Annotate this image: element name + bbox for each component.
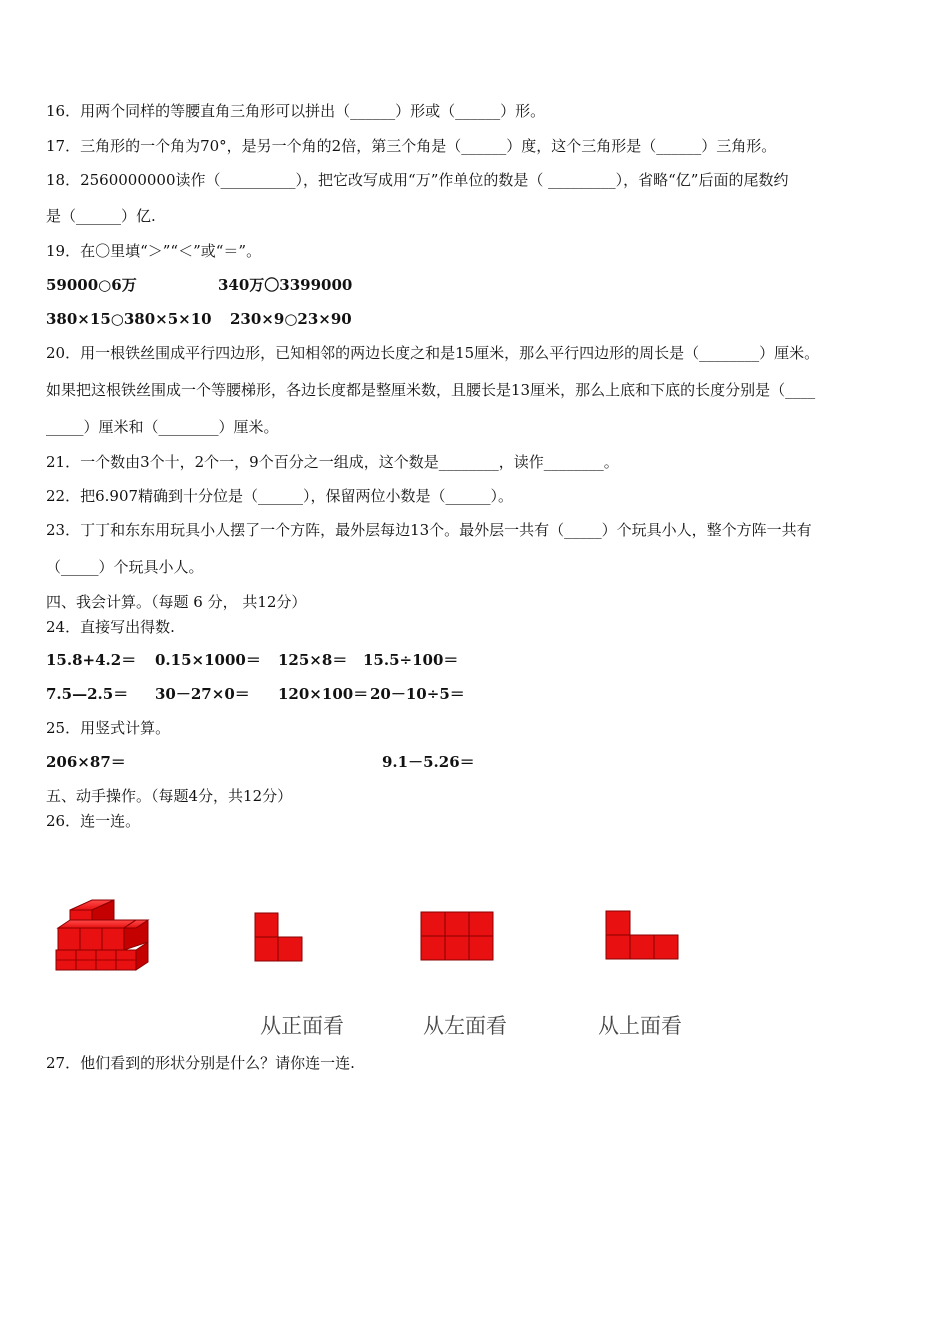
q24: 24．直接写出得数. xyxy=(46,618,175,636)
q20-line1: 20．用一根铁丝围成平行四边形，已知相邻的两边长度之和是15厘米，那么平行四边形的周长是（________）厘米。 xyxy=(46,344,820,362)
view-label-left: 从左面看 xyxy=(423,1014,507,1038)
view-label-top: 从上面看 xyxy=(598,1014,682,1038)
view-shape-3 xyxy=(606,911,678,959)
calc-row2-4: 20－10÷5＝ xyxy=(370,685,465,703)
q16: 16．用两个同样的等腰直角三角形可以拼出（______）形或（______）形。 xyxy=(46,102,546,120)
q21: 21．一个数由3个十，2个一，9个百分之一组成，这个数是________，读作________。 xyxy=(46,453,619,471)
q25-b: 9.1－5.26＝ xyxy=(382,753,475,771)
calc-row2-3: 120×100＝ xyxy=(278,685,369,703)
q22: 22．把6.907精确到十分位是（______），保留两位小数是（______）。 xyxy=(46,487,514,505)
view-label-front: 从正面看 xyxy=(260,1014,344,1038)
q17: 17．三角形的一个角为70°，是另一个角的2倍，第三个角是（______）度，这个三角形是（______）三角形。 xyxy=(46,137,777,155)
section4-title: 四、我会计算。（每题 6 分， 共12分） xyxy=(46,593,307,611)
q18-line1: 18．2560000000读作（__________），把它改写成用“万”作单位的数是（ _________），省略“亿”后面的尾数约 xyxy=(46,171,789,189)
q19-d: 230×9○23×90 xyxy=(230,310,352,328)
q25-a: 206×87＝ xyxy=(46,753,126,771)
q23-line1: 23．丁丁和东东用玩具小人摆了一个方阵，最外层每边13个。最外层一共有（_____）个玩具小人，整个方阵一共有 xyxy=(46,521,812,539)
q19-a: 59000○6万 xyxy=(46,276,137,294)
calc-row1-3: 125×8＝ xyxy=(278,651,348,669)
calc-row2-1: 7.5—2.5＝ xyxy=(46,685,129,703)
view-shape-1 xyxy=(255,913,302,961)
q20-line3: _____）厘米和（________）厘米。 xyxy=(46,418,279,436)
section5-title: 五、动手操作。（每题4分，共12分） xyxy=(46,787,293,805)
view-shape-2 xyxy=(421,912,493,960)
calc-row1-1: 15.8+4.2＝ xyxy=(46,651,137,669)
q27: 27．他们看到的形状分别是什么？请你连一连. xyxy=(46,1054,355,1072)
q25: 25．用竖式计算。 xyxy=(46,719,171,737)
q20-line2: 如果把这根铁丝围成一个等腰梯形，各边长度都是整厘米数，且腰长是13厘米，那么上底和下底的长度分别是（____ xyxy=(46,381,816,399)
calc-row1-2: 0.15×1000＝ xyxy=(155,651,261,669)
q18-line2: 是（______）亿. xyxy=(46,207,156,225)
q19-b: 340万〇3399000 xyxy=(218,276,353,294)
q23-line2: （_____）个玩具小人。 xyxy=(46,558,204,576)
q19: 19．在〇里填“＞”“＜”或“＝”。 xyxy=(46,242,262,260)
q19-c: 380×15○380×5×10 xyxy=(46,310,212,328)
calc-row2-2: 30－27×0＝ xyxy=(155,685,250,703)
cube-solid-3d xyxy=(56,900,148,970)
calc-row1-4: 15.5÷100＝ xyxy=(363,651,459,669)
q26: 26．连一连。 xyxy=(46,812,141,830)
